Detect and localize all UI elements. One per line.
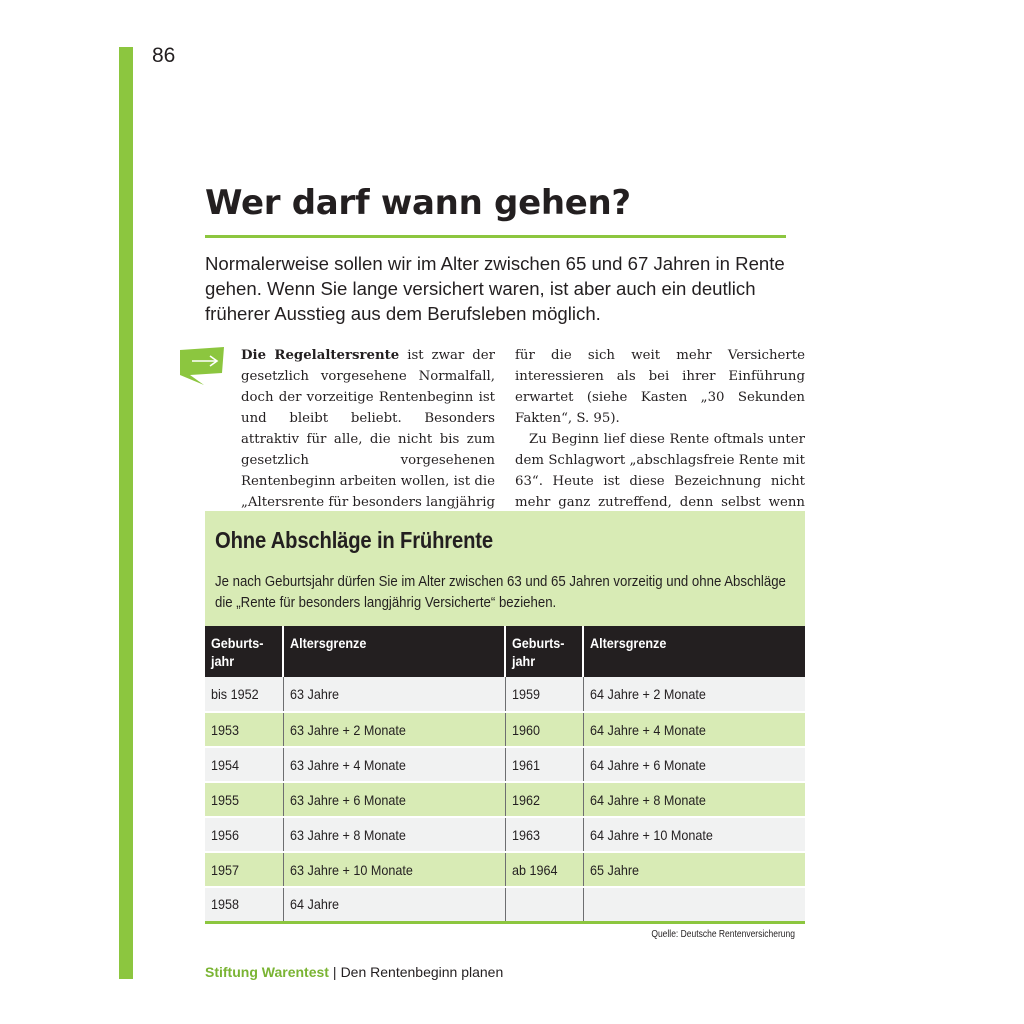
header-birth-year: Geburts- jahr [205, 626, 283, 677]
body-bold-term: Die Regelaltersrente [241, 348, 400, 363]
table-row [205, 782, 805, 817]
age-limit-cell: 64 Jahre + 2 Monate [583, 677, 805, 712]
age-limit-cell: 64 Jahre [283, 887, 505, 922]
body-column-left [205, 345, 495, 534]
birth-year-cell: 1962 [505, 782, 583, 817]
page-footer [205, 964, 503, 980]
age-limit-cell: 64 Jahre + 4 Monate [583, 712, 805, 747]
birth-year-cell: 1957 [205, 852, 283, 887]
table-row [205, 887, 805, 922]
footer-chapter: Den Rentenbeginn planen [340, 964, 504, 980]
header-birth-year: Geburts- jahr [505, 626, 583, 677]
age-limit-cell: 63 Jahre + 2 Monate [283, 712, 505, 747]
birth-year-cell: 1958 [205, 887, 283, 922]
footer-brand: Stiftung Warentest [205, 964, 329, 980]
body-right-paragraph-1: für die sich weit mehr Versicherte interessieren als bei ihrer Einführung erwartet (siehe Kasten „30 Sekunden Fakten“, S. 95). [515, 348, 805, 426]
info-box-title: Ohne Abschläge in Frührente [215, 527, 493, 553]
age-limit-cell: 63 Jahre + 10 Monate [283, 852, 505, 887]
title-underline [205, 235, 786, 238]
age-limit-cell: 63 Jahre + 8 Monate [283, 817, 505, 852]
birth-year-cell [505, 887, 583, 922]
retirement-age-table [205, 626, 805, 924]
age-limit-cell: 65 Jahre [583, 852, 805, 887]
age-limit-cell: 64 Jahre + 10 Monate [583, 817, 805, 852]
birth-year-cell: 1953 [205, 712, 283, 747]
birth-year-cell: 1959 [505, 677, 583, 712]
age-limit-cell: 63 Jahre [283, 677, 505, 712]
birth-year-cell: ab 1964 [505, 852, 583, 887]
footer-separator: | [332, 964, 337, 980]
age-limit-cell: 64 Jahre + 6 Monate [583, 747, 805, 782]
age-limit-cell [583, 887, 805, 922]
table-header-row [205, 626, 805, 677]
table-row [205, 852, 805, 887]
page-number: 86 [152, 44, 176, 67]
birth-year-cell: 1956 [205, 817, 283, 852]
age-limit-cell: 63 Jahre + 6 Monate [283, 782, 505, 817]
birth-year-cell: 1960 [505, 712, 583, 747]
birth-year-cell: 1963 [505, 817, 583, 852]
page-title: Wer darf wann gehen? [205, 183, 631, 223]
lead-paragraph: Normalerweise sollen wir im Alter zwischen 65 und 67 Jahren in Rente gehen. Wenn Sie lange versichert waren, ist aber auch ein deutlich früherer Ausstieg aus dem Berufsleben möglich. [205, 253, 785, 324]
info-box [205, 511, 805, 626]
table-row [205, 817, 805, 852]
table-row [205, 712, 805, 747]
body-column-right [515, 345, 805, 534]
body-right-paragraph-2: Zu Beginn lief diese Rente oftmals unter dem Schlagwort „abschlagsfreie Rente mit 63“. Heute ist diese Bezeichnung nicht mehr ganz zutreffend, denn selbst wenn [515, 432, 805, 510]
table-source-note: Quelle: Deutsche Rentenversicherung [651, 929, 795, 940]
header-age-limit: Altersgrenze [283, 626, 505, 677]
table-row [205, 747, 805, 782]
birth-year-cell: bis 1952 [205, 677, 283, 712]
margin-accent-bar [119, 47, 133, 979]
birth-year-cell: 1961 [505, 747, 583, 782]
age-limit-cell: 63 Jahre + 4 Monate [283, 747, 505, 782]
birth-year-cell: 1954 [205, 747, 283, 782]
age-limit-cell: 64 Jahre + 8 Monate [583, 782, 805, 817]
birth-year-cell: 1955 [205, 782, 283, 817]
body-left-text: ist zwar der gesetzlich vorgesehene Normalfall, doch der vorzeitige Rentenbeginn ist und bleibt beliebt. Besonders attraktiv für alle, die nicht bis zum gesetzlich vorgesehenen Rentenbeginn arbeiten wollen, ist die „Altersrente für besonders langjährig [241, 348, 495, 510]
header-age-limit: Altersgrenze [583, 626, 805, 677]
table-row [205, 677, 805, 712]
info-box-description: Je nach Geburtsjahr dürfen Sie im Alter zwischen 63 und 65 Jahren vorzeitig und ohne Abschläge die „Rente für besonders langjährig Versicherte“ beziehen. [215, 573, 786, 611]
